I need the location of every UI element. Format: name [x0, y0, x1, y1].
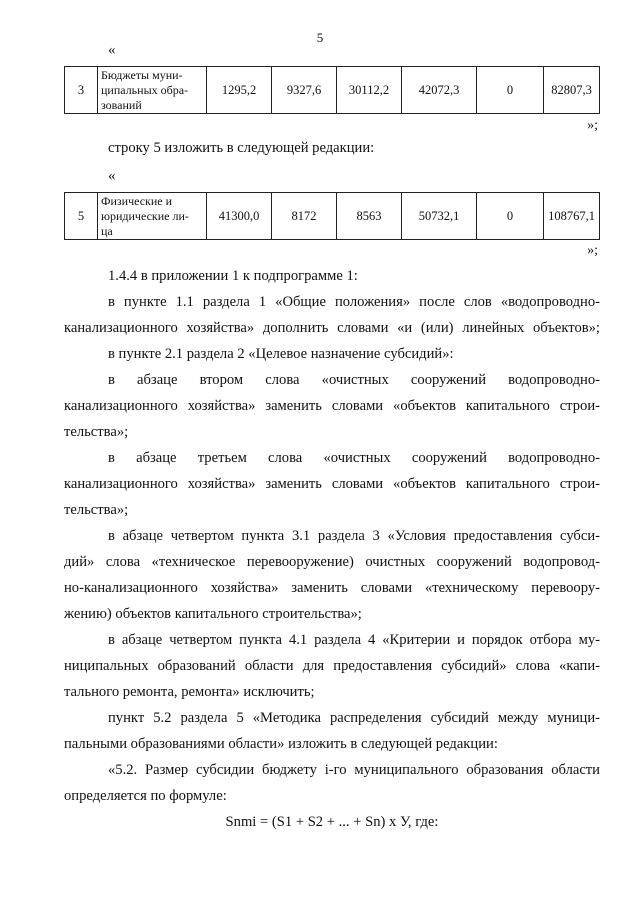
close-quote-2: »; — [587, 243, 598, 258]
row-number: 5 — [65, 193, 98, 240]
cell-value: 41300,0 — [207, 193, 272, 240]
text-line: но-канализационного хозяйства» заменить словами «техническому перевоору- — [64, 580, 600, 596]
cell-total: 108767,1 — [544, 193, 600, 240]
row-name: Бюджеты муни- ципальных обра- зований — [98, 67, 207, 114]
close-quote-1: »; — [587, 118, 598, 133]
persons-row-table — [64, 192, 600, 240]
text-line: тельства»; — [64, 502, 129, 518]
text-line: пункт 5.2 раздела 5 «Методика распределения субсидий между муници- — [108, 710, 600, 726]
row-number: 3 — [65, 67, 98, 114]
text-line: тельства»; — [64, 424, 129, 440]
cell-value: 8563 — [337, 193, 402, 240]
budget-row-table — [64, 66, 600, 114]
cell-total: 82807,3 — [544, 67, 600, 114]
page-number: 5 — [316, 30, 324, 45]
text-line: пальными образованиями области» изложить в следующей редакции: — [64, 736, 498, 752]
text-line: в пункте 2.1 раздела 2 «Целевое назначение субсидий»: — [108, 346, 454, 362]
text-line: определяется по формуле: — [64, 788, 227, 804]
text-line: в абзаце третьем слова «очистных сооружений водопроводно- — [108, 450, 600, 466]
formula: Snmi = (S1 + S2 + ... + Sn) х У, где: — [225, 814, 439, 830]
text-line: в абзаце четвертом пункта 4.1 раздела 4 «Критерии и порядок отбора му- — [108, 632, 600, 648]
text-line: канализационного хозяйства» заменить словами «объектов капитального строи- — [64, 476, 600, 492]
text-line: «5.2. Размер субсидии бюджету i-го муниципального образования области — [108, 762, 600, 778]
text-line: жению) объектов капитального строительства»; — [64, 606, 362, 622]
cell-value: 30112,2 — [337, 67, 402, 114]
cell-value: 0 — [477, 193, 544, 240]
text-line: канализационного хозяйства» дополнить словами «и (или) линейных объектов»; — [64, 320, 600, 336]
instruction-text: строку 5 изложить в следующей редакции: — [108, 140, 375, 156]
text-line: тального ремонта, ремонта» исключить; — [64, 684, 315, 700]
cell-value: 9327,6 — [272, 67, 337, 114]
open-quote-2: « — [108, 168, 116, 184]
cell-value: 0 — [477, 67, 544, 114]
open-quote-1: « — [108, 42, 116, 58]
cell-value: 50732,1 — [402, 193, 477, 240]
cell-value: 42072,3 — [402, 67, 477, 114]
cell-value: 8172 — [272, 193, 337, 240]
text-line: в абзаце втором слова «очистных сооружений водопроводно- — [108, 372, 600, 388]
text-line: в пункте 1.1 раздела 1 «Общие положения» после слов «водопроводно- — [108, 294, 600, 310]
text-line: ниципальных образований области для предоставления субсидий» слова «капи- — [64, 658, 600, 674]
cell-value: 1295,2 — [207, 67, 272, 114]
text-line: 1.4.4 в приложении 1 к подпрограмме 1: — [108, 268, 358, 284]
text-line: дий» слова «техническое перевооружение) очистных сооружений водопровод- — [64, 554, 600, 570]
text-line: канализационного хозяйства» заменить словами «объектов капитального строи- — [64, 398, 600, 414]
text-line: в абзаце четвертом пункта 3.1 раздела 3 «Условия предоставления субси- — [108, 528, 600, 544]
body-text — [64, 263, 600, 835]
row-name: Физические и юридические ли- ца — [98, 193, 207, 240]
